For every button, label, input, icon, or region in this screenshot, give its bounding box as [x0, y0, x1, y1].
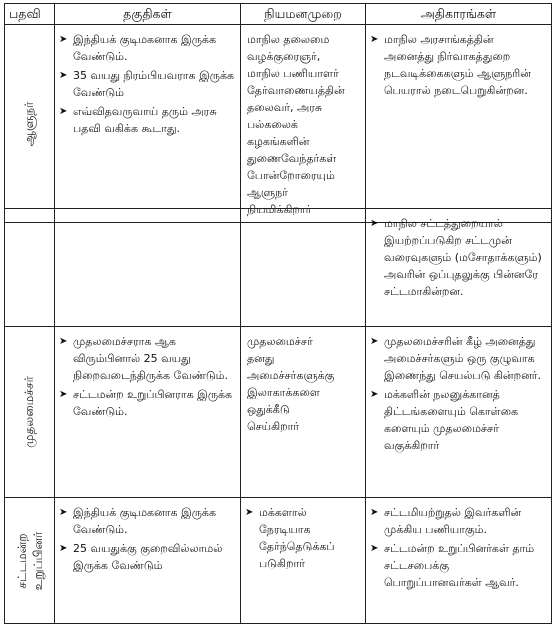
continuation-appointment-cell — [241, 209, 366, 327]
list-item: ➤ முதலமைச்சராக ஆக விரும்பினால் 25 வயது நிறைவடைந்திருக்க வேண்டும். — [59, 335, 229, 382]
right-arrow-bullet-icon: ➤ — [59, 34, 68, 45]
header-qualifications: தகுதிகள் — [55, 4, 241, 25]
chief-minister-powers-cell — [366, 327, 552, 498]
header-appointment: நியமனமுறை — [241, 4, 366, 25]
list-item: ➤ மக்களின் நலனுக்கானத் திட்டங்களையும் கொள்கை களையும் முதலமைச்சர் வகுக்கிறார் — [370, 388, 519, 452]
list-item: ➤ சட்டமியற்றுதல் இவர்களின் முக்கிய பணியாகும். — [370, 506, 522, 536]
list-item: ➤ 25 வயதுக்கு குறைவில்லாமல் இருக்க வேண்டும் — [59, 542, 223, 572]
chief-minister-appointment-text: முதலமைச்சர் தனது அமைச்சர்களுக்கு இலாகாக்களை ஒதுக்கீடு செய்கிறார் — [247, 335, 335, 433]
right-arrow-bullet-icon: ➤ — [59, 70, 68, 81]
chief-minister-qualifications-cell — [55, 327, 241, 498]
right-arrow-bullet-icon: ➤ — [370, 34, 379, 45]
mla-qualifications-cell — [55, 498, 241, 624]
list-item: ➤ இந்தியக் குடிமகனாக இருக்க வேண்டும். — [59, 33, 216, 63]
list-item: ➤ மாநில சட்டத்துறையால் இயற்றப்படுகிற சட்டமுன் வரைவுகளும் (மசோதாக்களும்) அவரின் ஒப்புதலுக்கு பின்னரே சட்டமாகின்றன. — [370, 217, 542, 298]
list-item: ➤ மாநில அரசாங்கத்தின் அனைத்து நிர்வாகத்துறை நடவடிக்கைகளும் ஆளுநரின் பெயரால் நடைபெறுகின்றன. — [370, 33, 531, 97]
governor-appointment-cell — [241, 25, 366, 223]
chief-minister-post-label: முதலமைச்சர் — [21, 376, 36, 448]
continuation-post-cell — [5, 209, 55, 327]
header-post: பதவி — [5, 4, 55, 25]
list-item: ➤ இந்தியக் குடிமகனாக இருக்க வேண்டும். — [59, 506, 216, 536]
right-arrow-bullet-icon: ➤ — [59, 389, 68, 400]
chief-minister-row — [5, 327, 552, 498]
list-item: ➤ சட்டமன்ற உறுப்பினர்கள் தாம் சட்டசபைக்கு பொறுப்பானவர்கள் ஆவர். — [370, 542, 535, 589]
mla-row — [5, 498, 552, 624]
chief-minister-post-cell — [5, 327, 55, 498]
mla-appointment-cell — [241, 498, 366, 624]
list-item: ➤ மக்களால் நேரடியாக தேர்ந்தெடுக்கப் படுகிறார் — [245, 506, 335, 570]
right-arrow-bullet-icon: ➤ — [370, 543, 379, 554]
header-powers: அதிகாரங்கள் — [366, 4, 552, 25]
right-arrow-bullet-icon: ➤ — [370, 218, 379, 229]
right-arrow-bullet-icon: ➤ — [59, 336, 68, 347]
list-item: ➤ முதலமைச்சரின் கீழ் அனைத்து அமைச்சர்களும் ஒரு குழுவாக இணைந்து செயல்படு கின்றனர். — [370, 335, 541, 382]
list-item: ➤ எவ்விதவருவாய் தரும் அரசு பதவி வகிக்க கூடாது. — [59, 105, 217, 135]
list-item: ➤ சட்டமன்ற உறுப்பினராக இருக்க வேண்டும். — [59, 388, 233, 418]
list-item: ➤ 35 வயது நிரம்பியவராக இருக்க வேண்டும் — [59, 69, 235, 99]
right-arrow-bullet-icon: ➤ — [59, 106, 68, 117]
right-arrow-bullet-icon: ➤ — [370, 336, 379, 347]
right-arrow-bullet-icon: ➤ — [59, 543, 68, 554]
governor-post-label: ஆளுநர் — [21, 101, 36, 146]
chief-minister-appointment-cell — [241, 327, 366, 498]
mla-powers-cell — [366, 498, 552, 624]
governor-appointment-text: மாநில தலைமை வழக்குரைஞர், மாநில பணியாளர் தேர்வாணையத்தின் தலைவர், அரசு பல்கலைக் கழகங்களின் துணைவேந்தர்கள் போன்றோரையும் ஆளுநர் நியமிக்கிறார் — [247, 33, 345, 216]
continuation-row — [5, 209, 552, 327]
continuation-qualifications-cell — [55, 209, 241, 327]
governor-post-cell — [5, 25, 55, 223]
governor-powers-cell — [366, 25, 552, 223]
mla-post-cell — [5, 498, 55, 624]
governance-table-part-1 — [4, 3, 552, 223]
continuation-powers-cell — [366, 209, 552, 327]
mla-post-label: சட்டமன்ற உறுப்பினர் — [14, 531, 45, 590]
right-arrow-bullet-icon: ➤ — [245, 507, 254, 518]
header-row — [5, 4, 552, 25]
right-arrow-bullet-icon: ➤ — [370, 507, 379, 518]
governor-row — [5, 25, 552, 223]
governance-table-part-2 — [4, 208, 552, 624]
right-arrow-bullet-icon: ➤ — [59, 507, 68, 518]
right-arrow-bullet-icon: ➤ — [370, 389, 379, 400]
governor-qualifications-cell — [55, 25, 241, 223]
